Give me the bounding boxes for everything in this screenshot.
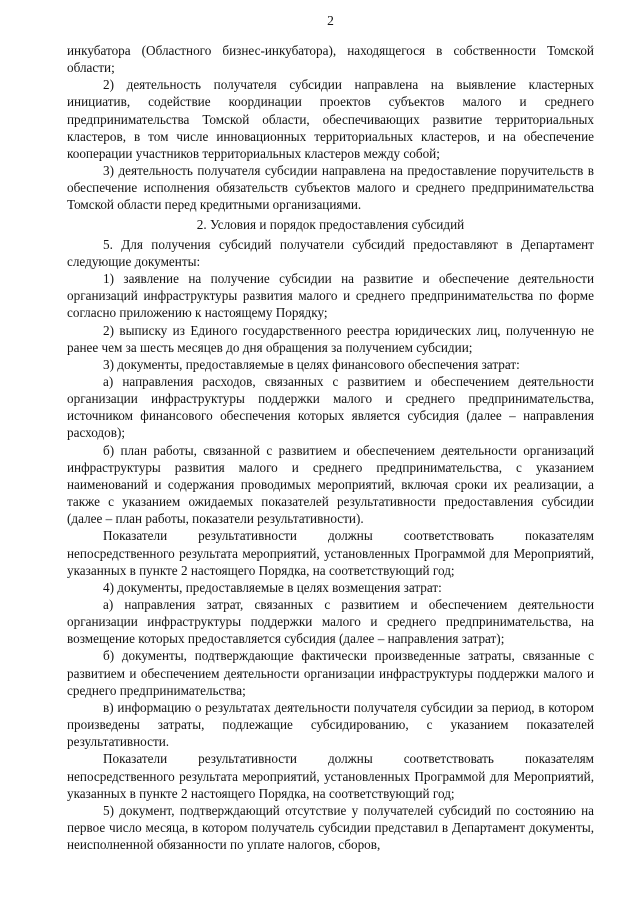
- section-before-heading: [67, 42, 594, 214]
- paragraph-5-4-indicators: Показатели результативности должны соответствовать показателям непосредственного результата мероприятий, установленных Программой для Мероприятий, указанных в пункте 2 настоящего Порядка, на соответствующий год;: [67, 751, 594, 801]
- paragraph-5-4: 4) документы, предоставляемые в целях возмещения затрат:: [103, 579, 442, 595]
- paragraph-5: 5. Для получения субсидий получатели субсидий предоставляют в Департамент следующие документы:: [67, 236, 594, 269]
- paragraph-5-4-b: б) документы, подтверждающие фактически произведенные затраты, связанные с развитием и обеспечением деятельности организации инфраструктуры поддержки малого и среднего предпринимательства;: [67, 648, 594, 698]
- paragraph-5-4-v: в) информацию о результатах деятельности получателя субсидии за период, в котором произведены затраты, подлежащие субсидированию, с указанием показателей результативности.: [67, 699, 594, 750]
- section-heading: 2. Условия и порядок предоставления субсидий: [196, 216, 465, 232]
- paragraph-5-1: 1) заявление на получение субсидии на развитие и обеспечение деятельности организаций инфраструктуры развития малого и среднего предпринимательства по форме согласно приложению к настоящему Порядку;: [67, 271, 594, 321]
- paragraph-5-3-a: а) направления расходов, связанных с развитием и обеспечением деятельности организации инфраструктуры поддержки малого и среднего предпринимательства, источником финансового обеспечения которых является субсидия (далее – направления расходов);: [67, 373, 594, 441]
- document-page: [67, 12, 594, 853]
- paragraph-item-3: 3) деятельность получателя субсидии направлена на предоставление поручительств в обеспечение исполнения обязательств субъектов малого и среднего предпринимательства Томской области перед кредитными организациями.: [67, 163, 594, 213]
- paragraph-5-3-b: б) план работы, связанной с развитием и обеспечением деятельности организаций инфраструктуры развития малого и среднего предпринимательства, с указанием наименований и содержания проводимых мероприятий, включая сроки их реализации, а также с указанием ожидаемых показателей результативности предоставления субсидии (далее – план работы, показатели результативности).: [67, 442, 594, 527]
- paragraph-5-5: 5) документ, подтверждающий отсутствие у получателей субсидий по состоянию на первое число месяца, в котором получатель субсидии представил в Департамент документы, неисполненной обязанности по уплате налогов, сборов,: [67, 802, 594, 853]
- paragraph-5-2: 2) выписку из Единого государственного реестра юридических лиц, полученную не ранее чем за шесть месяцев до дня обращения за получением субсидии;: [67, 322, 594, 355]
- paragraph-5-3-indicators: Показатели результативности должны соответствовать показателям непосредственного результата мероприятий, установленных Программой для Мероприятий, указанных в пункте 2 настоящего Порядка, на соответствующий год;: [67, 528, 594, 578]
- section-body: [67, 236, 594, 854]
- paragraph-item-2: 2) деятельность получателя субсидии направлена на выявление кластерных инициатив, содействие координации проектов субъектов малого и среднего предпринимательства Томской области, обеспечивающих развитие территориальных кластеров, в том числе инновационных территориальных кластеров, и на обеспечение кооперации участников территориальных кластеров между собой;: [67, 77, 594, 161]
- paragraph-5-3: 3) документы, предоставляемые в целях финансового обеспечения затрат:: [103, 356, 520, 372]
- paragraph-5-4-a: а) направления затрат, связанных с развитием и обеспечением деятельности организации инфраструктуры поддержки малого и среднего предпринимательства, на возмещение которых предоставляется субсидия (далее – направления затрат);: [67, 597, 594, 647]
- page-number: 2: [327, 13, 334, 28]
- paragraph-continuation: инкубатора (Областного бизнес-инкубатора), находящегося в собственности Томской области;: [67, 43, 594, 76]
